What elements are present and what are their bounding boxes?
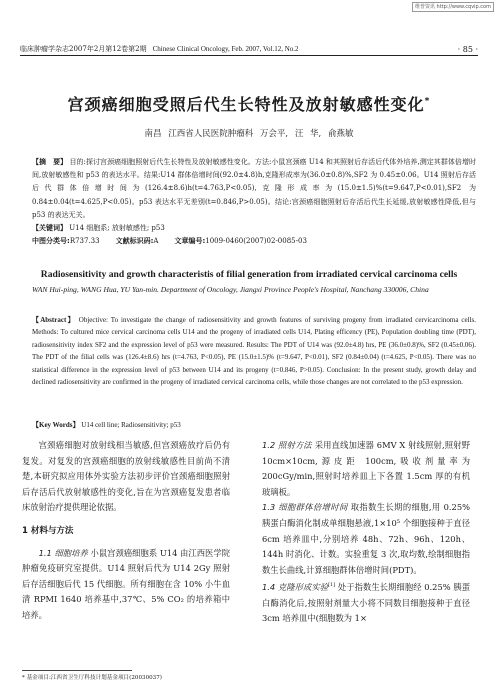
english-keywords-text: U14 cell line; Radiosensitivity; p53 xyxy=(81,421,181,429)
funding-footnote: * 基金项目:江西省卫生厅科技计划基金项目(20030037) xyxy=(22,670,132,681)
article-id-value: 1009-0460(2007)02-0085-03 xyxy=(205,237,307,246)
article-id-label: 文章编号: xyxy=(174,237,206,246)
section-1-4-label: 1.4 克隆形成实验 xyxy=(262,582,329,593)
section-1-3-label: 1.3 细胞群体倍增时间 xyxy=(262,502,348,513)
chinese-abstract xyxy=(32,156,476,248)
reference-mark: [1] xyxy=(328,582,336,589)
section-1-3-text: 取指数生长期的细胞,用 0.25% 胰蛋白酶消化制成单细胞悬液,1×10⁵ 个细胞接种于直径 6cm 培养皿中,分别培养 48h、72h、96h、120h、144h 时消化、计数。实验重复 3 次,取均数,绘制细胞指数生长曲线,计算细胞群体倍增时间(PDT)。 xyxy=(262,502,470,575)
section-1-2 xyxy=(262,438,470,500)
header-journal-en: Chinese Clinical Oncology, Feb. 2007, Vol.12, No.2 xyxy=(152,45,299,53)
funding-mark: * xyxy=(424,96,431,107)
english-abstract-text: Objective: To investigate the change of radiosensitivity and growth features of surviving progeny from irradiated cervicarcinoma cells. Methods: To cultured mice cervical carcinoma cells U14 and the progeny of irradiated cells U14, Plating efficency (PE), Population doubling time (PDT), radiosensitivity index SF2 and the expression level of p53 were measured. Results: The PDT of U14 was (92.0±4.8) hrs, PE (36.0±0.8)%, SF2 (0.45±0.06). The PDT of the filial cells was (126.4±8.6) hrs (t=4.763, P<0.05), PE (15.0±1.5)% (t=9.647, P<0.01), SF2 (0.84±0.04) (t=4.625, P<0.05). There was no statistical difference in the expression level of p53 between U14 and its progeny (t=0.846, P>0.05). Conclusion: In the present study, growth delay and declined radiosensitivity are confirmed in the progeny of irradiated cervical carcinoma cells, while those changes are not correlated to the p53 expression. xyxy=(32,316,477,387)
clc-label: 中图分类号: xyxy=(32,237,70,246)
english-abstract xyxy=(32,314,476,388)
header-journal-cn: 临床肿瘤学杂志2007年2月第12卷第2期 xyxy=(20,45,147,53)
keywords-label: 【关键词】 xyxy=(32,224,67,233)
article-authors: 南昌 江西省人民医院肿瘤科 万会平, 汪 华, 俞燕敏 xyxy=(144,129,354,139)
abstract-label: 【摘 要】 xyxy=(32,158,68,166)
clc-value: R737.33 xyxy=(69,237,100,246)
body-column-left xyxy=(22,438,230,624)
section-1-1 xyxy=(22,546,230,624)
classification-line xyxy=(32,235,476,248)
chinese-abstract-body xyxy=(32,156,476,222)
section-1-2-label: 1.2 照射方法 xyxy=(262,440,312,450)
section-1-4-text: 处于指数生长期细胞经 0.25% 胰蛋白酶消化后,按照射剂量大小将不同数目细胞接种于直径 3cm 培养皿中(细胞数为 1× xyxy=(262,582,470,624)
article-title-text: 宫颈癌细胞受照后代生长特性及放射敏感性变化 xyxy=(67,95,425,114)
header-journal xyxy=(20,44,299,54)
section-1-1-text: 小鼠宫颈癌细胞系 U14 由江西医学院肿瘤免疫研究室提供。U14 照射后代为 U14 2Gy 照射后存活细胞后代 15 代细胞。所有细胞在含 10% 小牛血清 RPMI 1640 培养基中,37℃、5% CO₂ 的培养箱中培养。 xyxy=(22,547,231,620)
english-keywords-label: 【Key Words】 xyxy=(32,421,80,429)
section-1-2-text: 采用直线加速器 6MV X 射线照射,照射野 10cm×10cm,源皮距 100cm,吸收剂量率为 200cGy/min,照射时培养皿上下各置 1.5cm 厚的有机玻璃板。 xyxy=(262,440,470,497)
english-authors: WAN Hui-ping, WANG Hua, YU Yan-min. Department of Oncology, Jiangxi Province People's Hospital, Nanchang 330006, China xyxy=(32,285,429,294)
intro-paragraph: 宫颈癌细胞对放射线相当敏感,但宫颈癌放疗后仍有复发。对复发的宫颈癌细胞的放射线敏感性目前尚不清楚,本研究拟应用体外实验方法初步评价宫颈癌细胞照射后存活后代放射敏感性的变化,旨在为宫颈癌复发患者临床放射治疗提供理论依据。 xyxy=(22,440,230,513)
abstract-text: 目的:探讨宫颈癌细胞照射后代生长特性及放射敏感性变化。方法:小鼠宫颈癌 U14 和其照射后存活后代体外培养,测定其群体倍增时间,放射敏感性和 p53 的表达水平。结果:U14 群体倍增时间(92.0±4.8)h,克隆形成率为(36.0±0.8)%,SF2 为 0.45±0.06。U14 照射后存活后代群体倍增时间为(126.4±8.6)h(t=4.763,P<0.05),克隆形成率为(15.0±1.5)%(t=9.647,P<0.01),SF2 为 0.84±0.04(t=4.625,P<0.05)。p53 表达水平无差别(t=0.846,P>0.05)。结论:宫颈癌细胞照射后存活后代生长延缓,放射敏感性降低,但与 p53 的表达无关。 xyxy=(32,158,476,219)
doc-code-label: 文献标识码: xyxy=(115,237,154,246)
watermark-stamp: 维普资讯 http://www.cqvip.com xyxy=(412,2,494,12)
english-title: Radiosensitivity and growth characteristis of filial generation from irradiated cervical carcinoma cells xyxy=(40,269,458,280)
section-1-3 xyxy=(262,500,470,578)
keywords-text: U14 细胞系; 放射敏感性; p53 xyxy=(69,224,165,233)
section-1-4 xyxy=(262,578,470,627)
running-header xyxy=(20,42,478,56)
article-title xyxy=(0,92,498,115)
english-keywords xyxy=(32,420,476,430)
page-number: · 85 · xyxy=(457,45,478,54)
section-heading-methods: 1 材料与方法 xyxy=(22,525,74,536)
english-abstract-label: 【Abstract】 xyxy=(32,316,76,324)
doc-code-value: A xyxy=(153,237,159,246)
section-1-1-label: 1.1 细胞培养 xyxy=(38,547,88,558)
body-column-right xyxy=(262,438,470,627)
chinese-keywords xyxy=(32,222,476,235)
